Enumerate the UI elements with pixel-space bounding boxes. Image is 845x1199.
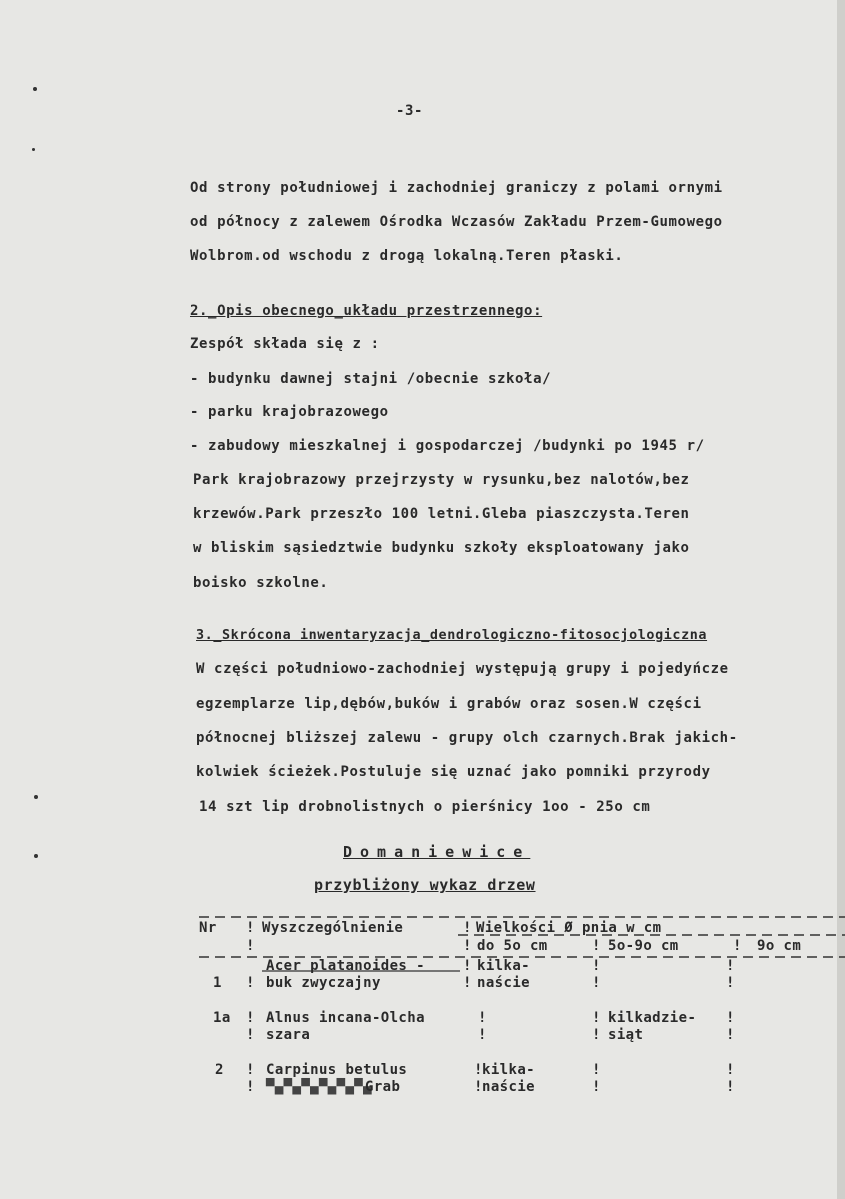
paragraph-line: Wolbrom.od wschodu z drogą lokalną.Teren płaski. [190,248,624,264]
table-row-count: kilka- [477,958,530,974]
subheader-up-to-50: do 5o cm [477,938,548,954]
column-separator: ! [463,958,472,974]
column-separator: ! [592,1010,601,1026]
table-row-desc: szara [266,1027,311,1043]
page-number: -3- [396,103,424,119]
column-separator: ! [592,938,601,954]
column-separator: ! [726,1079,735,1095]
column-separator: ! [726,1010,735,1026]
place-title: Domaniewice [343,843,531,861]
column-separator: ! [592,1062,601,1078]
column-separator: ! [592,1079,601,1095]
column-separator: ! [733,938,742,954]
column-separator: ! [246,920,255,936]
list-item: - budynku dawnej stajni /obecnie szkoła/ [190,371,552,387]
paragraph-line: boisko szkolne. [193,575,329,591]
column-separator: ! [463,975,472,991]
subheader-90: 9o cm [757,938,802,954]
strikeover-text: ▀▄▀▄▀▄▀▄▀▄▀▄ [266,1079,372,1095]
column-separator: ! [592,975,601,991]
column-header-description: Wyszczególnienie [262,920,404,936]
table-row-desc: Carpinus betulus [266,1062,408,1078]
column-separator: ! [246,1062,255,1078]
paragraph-line: od północy z zalewem Ośrodka Wczasów Zakładu Przem-Gumowego [190,214,723,230]
paragraph-line: krzewów.Park przeszło 100 letni.Gleba piaszczysta.Teren [193,506,690,522]
column-separator: ! [246,1079,255,1095]
column-separator: ! [726,958,735,974]
list-title: przybliżony wykaz drzew [314,876,536,894]
column-separator: ! [726,975,735,991]
subheader-50-90: 5o-9o cm [608,938,679,954]
paragraph-line: egzemplarze lip,dębów,buków i grabów oraz sosen.W części [196,696,702,712]
table-row-nr: 1a [213,1010,231,1026]
paragraph-line: 14 szt lip drobnolistnych o pierśnicy 1oo - 25o cm [199,799,651,815]
table-row-desc: Alnus incana-Olcha [266,1010,425,1026]
table-row-desc: Grab [365,1079,401,1095]
paragraph-line: Od strony południowej i zachodniej graniczy z polami ornymi [190,180,723,196]
column-separator: ! [246,1027,255,1043]
table-row-nr: 1 [213,975,222,991]
column-separator: ! [246,975,255,991]
paragraph-line: północnej bliższej zalewu - grupy olch czarnych.Brak jakich- [196,730,738,746]
section-2-heading: 2._Opis obecnego_układu przestrzennego: [190,303,543,319]
paragraph-line: W części południowo-zachodniej występują grupy i pojedyńcze [196,661,729,677]
column-header-size: Wielkości Ø pnia w cm [476,920,662,936]
table-row-count: naście [477,975,530,991]
table-row-count: siąt [608,1027,644,1043]
list-item: - zabudowy mieszkalnej i gospodarczej /budynki po 1945 r/ [190,438,705,454]
column-separator: ! [592,958,601,974]
table-row-count: kilkadzie- [608,1010,697,1026]
column-separator: ! [592,1027,601,1043]
paragraph-line: kolwiek ścieżek.Postuluje się uznać jako pomniki przyrody [196,764,711,780]
column-header-nr: Nr [199,920,217,936]
paragraph-line: w bliskim sąsiedztwie budynku szkoły eksploatowany jako [193,540,690,556]
column-separator: ! [726,1027,735,1043]
list-item: - parku krajobrazowego [190,404,389,420]
paragraph-line: Park krajobrazowy przejrzysty w rysunku,bez nalotów,bez [193,472,690,488]
column-separator: ! [726,1062,735,1078]
section-2-intro: Zespół składa się z : [190,336,380,352]
column-separator: ! [246,1010,255,1026]
table-row-nr: 2 [215,1062,224,1078]
table-row-count: naście [482,1079,535,1095]
column-separator: ! [246,938,255,954]
column-separator: ! [474,1062,483,1078]
column-separator: ! [478,1027,487,1043]
table-row-desc: buk zwyczajny [266,975,381,991]
section-3-heading: 3._Skrócona inwentaryzacja_dendrologiczno-fitosocjologiczna [196,628,708,643]
column-separator: ! [478,1010,487,1026]
column-separator: ! [463,920,472,936]
column-separator: ! [474,1079,483,1095]
column-separator: ! [463,938,472,954]
table-row-desc: Acer platanoides - [266,958,425,974]
table-row-count: kilka- [482,1062,535,1078]
